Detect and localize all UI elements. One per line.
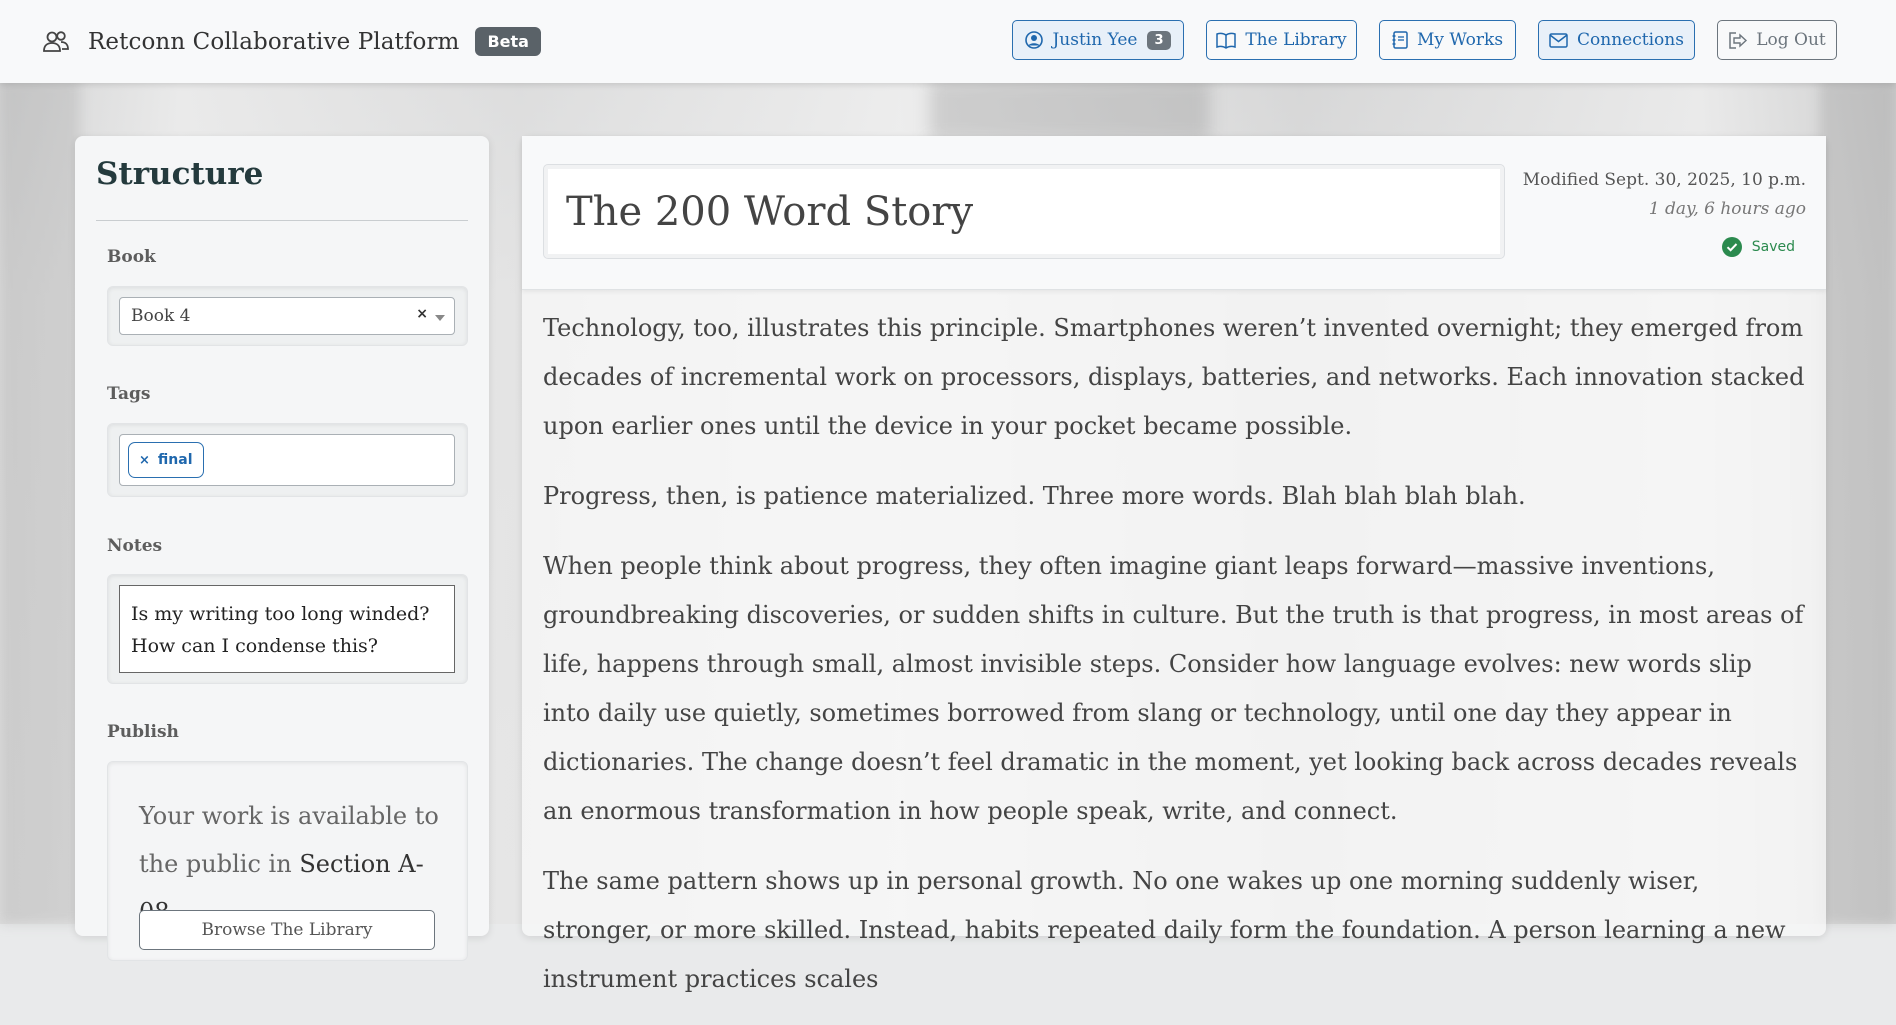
- background-shape: [0, 80, 80, 924]
- users-icon: [42, 30, 70, 54]
- my-works-button[interactable]: [1379, 20, 1516, 60]
- book-field-well: [107, 286, 468, 346]
- story-paragraph: When people think about progress, they often imagine giant leaps forward—massive inventions, groundbreaking discoveries, or sudden shifts in culture. But the truth is that progress, in most areas of life, happens through small, almost invisible steps. Consider how language evolves: new words slip into daily use quietly, sometimes borrowed from slang or technology, until one day they appear in dictionaries. The change doesn’t feel dramatic in the moment, yet looking back across decades reveals an enormous transformation in how people speak, write, and connect.: [543, 552, 1804, 825]
- beta-badge: Beta: [475, 27, 541, 56]
- publish-description: Your work is available to the public in: [139, 802, 439, 878]
- book-select[interactable]: [119, 297, 455, 335]
- tags-field-well: [107, 423, 468, 497]
- logout-label: Log Out: [1756, 30, 1826, 50]
- notes-field-well: [107, 574, 468, 684]
- publish-well: [107, 761, 468, 961]
- story-paragraph: Progress, then, is patience materialized. Three more words. Blah blah blah blah.: [543, 482, 1526, 510]
- app-title: Retconn Collaborative Platform: [88, 28, 460, 55]
- structure-sidebar: [75, 136, 489, 940]
- tag-label: final: [157, 452, 193, 468]
- my-works-label: My Works: [1416, 30, 1504, 50]
- divider: [96, 220, 468, 221]
- connections-button[interactable]: [1538, 20, 1695, 60]
- tag-chip[interactable]: [128, 442, 204, 478]
- story-paragraph: The same pattern shows up in personal growth. No one wakes up one morning suddenly wiser, stronger, or more skilled. Instead, habits repeated daily form the foundation. A person learning a new instrument practices scales: [543, 867, 1786, 993]
- top-navbar: [0, 0, 1896, 83]
- browse-library-label: Browse The Library: [201, 920, 373, 940]
- story-body-editor[interactable]: [543, 304, 1805, 1025]
- brand[interactable]: [42, 27, 541, 56]
- save-status: [1722, 237, 1795, 257]
- save-status-label: Saved: [1751, 239, 1795, 255]
- library-label: The Library: [1245, 30, 1347, 50]
- logout-button[interactable]: [1717, 20, 1837, 60]
- check-circle-icon: [1722, 237, 1742, 257]
- envelope-icon: [1549, 33, 1568, 48]
- tags-label: Tags: [107, 384, 151, 404]
- relative-time: 1 day, 6 hours ago: [1648, 199, 1806, 219]
- remove-tag-icon[interactable]: ×: [139, 452, 150, 468]
- browse-library-button[interactable]: [139, 910, 435, 950]
- sidebar-title: Structure: [96, 156, 264, 192]
- journal-icon: [1392, 31, 1408, 49]
- book-open-icon: [1216, 32, 1236, 49]
- logout-icon: [1728, 32, 1747, 49]
- library-button[interactable]: [1206, 20, 1357, 60]
- connections-label: Connections: [1577, 30, 1684, 50]
- notes-label: Notes: [107, 536, 163, 556]
- story-title-input[interactable]: The 200 Word Story: [543, 164, 1505, 259]
- editor-header: [522, 136, 1826, 290]
- story-paragraph: Technology, too, illustrates this principle. Smartphones weren’t invented overnight; they emerged from decades of incremental work on processors, displays, batteries, and networks. Each innovation stacked upon earlier ones until the device in your pocket became possible.: [543, 314, 1805, 440]
- tags-input[interactable]: [119, 434, 455, 486]
- notes-textarea[interactable]: Is my writing too long winded? How can I condense this?: [119, 585, 455, 673]
- book-select-value: Book 4: [131, 306, 191, 326]
- clear-selection-icon[interactable]: ×: [416, 306, 428, 322]
- publish-section: Section A-: [299, 850, 424, 878]
- book-label: Book: [107, 247, 156, 267]
- background-shape: [930, 80, 1210, 140]
- chevron-down-icon[interactable]: [435, 315, 445, 321]
- user-profile-button[interactable]: [1012, 20, 1184, 60]
- user-name: Justin Yee: [1052, 30, 1138, 50]
- notification-count-badge: 3: [1147, 31, 1170, 50]
- publish-label: Publish: [107, 722, 179, 742]
- background-shape: [1820, 80, 1896, 924]
- user-circle-icon: [1025, 31, 1043, 49]
- editor-panel: [522, 136, 1826, 993]
- modified-timestamp: Modified Sept. 30, 2025, 10 p.m.: [1522, 170, 1806, 190]
